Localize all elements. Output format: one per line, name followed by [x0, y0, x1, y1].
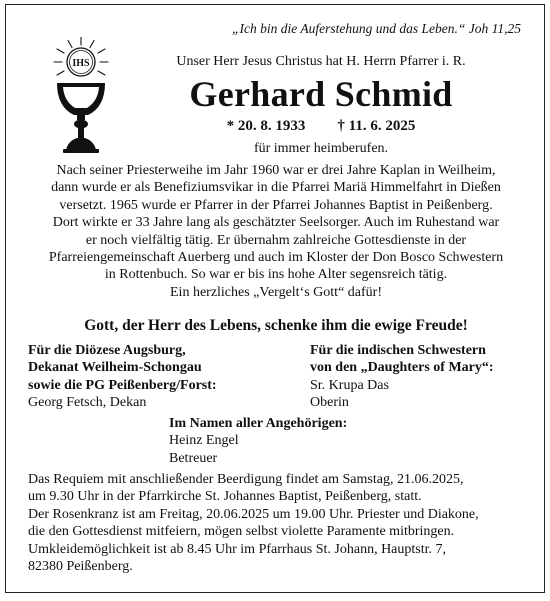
biography-line: in Rottenbuch. So war er bis ins hohe Alter segensreich tätig. [104, 267, 448, 283]
sisters-line: von den „Daughters of Mary“: [310, 360, 494, 376]
biography-line: Pfarreiengemeinschaft Auerberg und auch im Kloster der Don Bosco Schwestern [48, 250, 504, 266]
biography-line: Ein herzliches „Vergelt‘s Gott“ dafür! [170, 284, 382, 300]
deceased-name: Gerhard Schmid [189, 74, 453, 114]
requiem-line: die den Gottesdienst mitfeiern, mögen selbst violette Paramente mitbringen. [28, 524, 455, 540]
sisters-line: Für die indischen Schwestern [310, 343, 486, 358]
chalice-host-icon [36, 37, 126, 157]
requiem-line: Umkleidemöglichkeit ist ab 8.45 Uhr im Pfarrhaus St. Johann, Hauptstr. 7, [28, 541, 447, 557]
sisters-signature-block [310, 342, 494, 412]
diocese-line: Dekanat Weilheim-Schongau [28, 360, 202, 376]
diocese-signatory: Georg Fetsch, Dekan [28, 395, 147, 411]
life-dates [126, 118, 516, 135]
blessing: Gott, der Herr des Lebens, schenke ihm die ewige Freude! [84, 317, 468, 334]
family-role: Betreuer [169, 450, 218, 466]
intro-text: Unser Herr Jesus Christus hat H. Herrn Pfarrer i. R. [176, 54, 466, 69]
death-date: † 11. 6. 2025 [337, 118, 416, 134]
birth-date: * 20. 8. 1933 [226, 118, 306, 134]
biography-line: versetzt. 1965 wurde er Pfarrer in der Pfarrei Johannes Baptist in Peißenberg. [59, 197, 493, 213]
called-home-text: für immer heimberufen. [253, 141, 389, 156]
diocese-line: sowie die PG Peißenberg/Forst: [28, 377, 217, 393]
requiem-info [28, 471, 528, 575]
sisters-role: Oberin [310, 395, 349, 411]
diocese-signature-block [28, 342, 217, 412]
biography-line: Dort wirkte er 33 Jahre lang als geschätzter Seelsorger. Auch im Ruhestand war [52, 215, 500, 231]
sisters-signatory: Sr. Krupa Das [310, 377, 389, 393]
obituary-notice [5, 4, 545, 593]
diocese-line: Für die Diözese Augsburg, [28, 343, 186, 358]
requiem-line: 82380 Peißenberg. [28, 559, 133, 575]
biography-line: dann wurde er als Benefiziumsvikar in die Pfarrei Mariä Himmelfahrt in Dießen [51, 180, 501, 196]
requiem-line: Das Requiem mit anschließender Beerdigung findet am Samstag, 21.06.2025, [28, 472, 464, 487]
biography [28, 162, 524, 301]
family-heading: Im Namen aller Angehörigen: [169, 416, 348, 431]
family-signatory: Heinz Engel [169, 433, 239, 449]
requiem-line: Der Rosenkranz ist am Freitag, 20.06.2025 um 19.00 Uhr. Priester und Diakone, [28, 506, 479, 522]
bible-quote: „Ich bin die Auferstehung und das Leben.“ Joh 11,25 [232, 21, 521, 36]
family-signature-block [169, 415, 347, 467]
biography-line: er noch vielfältig tätig. Er übernahm zahlreiche Gottesdienste in der [85, 232, 467, 248]
requiem-line: um 9.30 Uhr in der Pfarrkirche St. Johannes Baptist, Peißenberg, statt. [28, 489, 422, 505]
biography-line: Nach seiner Priesterweihe im Jahr 1960 war er drei Jahre Kaplan in Weilheim, [56, 163, 496, 178]
host-ihs-text: IHS [72, 58, 90, 69]
